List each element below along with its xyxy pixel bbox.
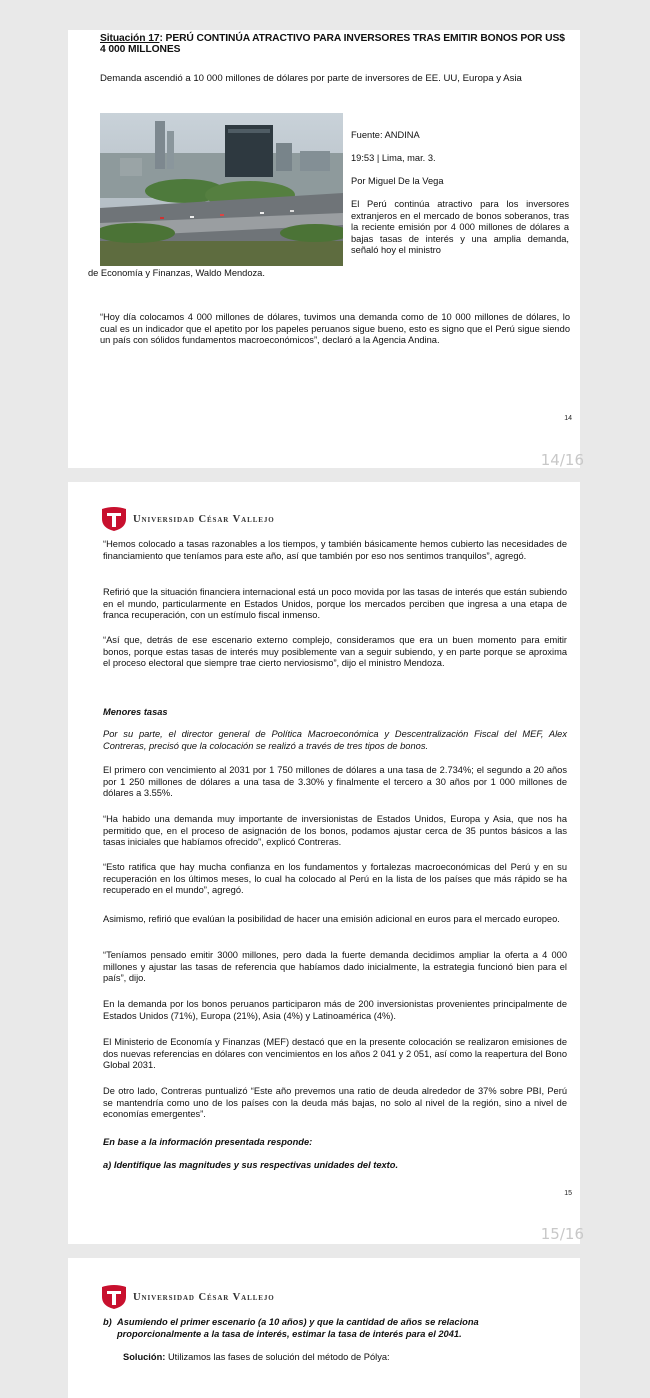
page-number: 14: [564, 415, 572, 422]
lead-paragraph-continuation: de Economía y Finanzas, Waldo Mendoza.: [88, 268, 265, 278]
lima-city-photo: [100, 113, 343, 266]
page-counter: 15/16: [540, 1225, 584, 1243]
paragraph-5: El primero con vencimiento al 2031 por 1 750 millones de dólares a una tasa de 2.734%; el segundo a 20 años por 1 250 millones de dólares a una tasa de 3.30% y finalmente el tercero a 30 años por 1 000 millones de dólares a 3.55%.: [103, 765, 567, 799]
paragraph-6: “Ha habido una demanda muy importante de inversionistas de Estados Unidos, Europa y Asia, que nos ha permitido que, en el proceso de asignación de los bonos, podamos ajustar cerca de 35 puntos básicos a las tasas iniciales que habíamos ofrecido”, explicó Contreras.: [103, 814, 567, 848]
university-logo: [101, 1284, 275, 1310]
question-b-letter: b): [103, 1317, 112, 1327]
quote-paragraph: “Hoy día colocamos 4 000 millones de dólares, tuvimos una demanda como de 10 000 millones de dólares, lo cual es un indicador que el apetito por los papeles peruanos sigue bueno, esto es signo que el Perú sigue siendo un país con sólidos fundamentos macroeconómicos”, declaró a la Agencia Andina.: [100, 312, 570, 346]
question-a-letter: a): [103, 1160, 112, 1170]
paragraph-10: En la demanda por los bonos peruanos participaron más de 200 inversionistas provenientes principalmente de Estados Unidos (71%), Europa (21%), Asia (4%) y Latinoamérica (4%).: [103, 999, 567, 1021]
byline: Por Miguel De la Vega: [351, 176, 444, 186]
solution-text: Utilizamos las fases de solución del método de Pólya:: [167, 1352, 390, 1362]
document-page-14: [68, 30, 584, 469]
document-page-16: [68, 1258, 580, 1398]
university-name: Universidad César Vallejo: [133, 513, 275, 525]
situation-headline: : PERÚ CONTINÚA ATRACTIVO PARA INVERSORES TRAS EMITIR BONOS POR US$ 4 000 MILLONES: [100, 33, 565, 55]
paragraph-1: “Hemos colocado a tasas razonables a los tiempos, y también básicamente hemos cubierto las necesidades de financiamiento que teníamos para este año, así que también por eso nos sentimos tranquilos”, agregó.: [103, 539, 567, 561]
university-name: Universidad César Vallejo: [133, 1291, 275, 1303]
situation-title: [100, 33, 570, 55]
page-number: 15: [564, 1190, 572, 1197]
paragraph-9: “Teníamos pensado emitir 3000 millones, pero dada la fuerte demanda decidimos ampliar la oferta a 4 000 millones y ajustar las tasas de referencia que habíamos dado inicialmente, la estrategia funcionó bien para el país”, dijo.: [103, 950, 567, 984]
question-a-text: Identifique las magnitudes y sus respectivas unidades del texto.: [113, 1160, 399, 1170]
city-skyline-image: [100, 113, 343, 266]
university-logo: [101, 506, 275, 532]
solution-label: Solución:: [123, 1352, 166, 1362]
instruction-line: En base a la información presentada responde:: [103, 1137, 313, 1147]
paragraph-3: “Así que, detrás de ese escenario externo complejo, consideramos que era un buen momento para emitir bonos, porque estas tasas de interés muy posiblemente van a seguir subiendo, y en parte porque se aproxima el proceso electoral que siempre trae cierto nerviosismo”, dijo el ministro Mendoza.: [103, 635, 567, 669]
page-counter: 14/16: [540, 451, 584, 469]
question-a: [103, 1160, 567, 1172]
paragraph-7: “Esto ratifica que hay mucha confianza en los fundamentos y fortalezas macroeconómicas del Perú y en su recuperación en los últimos meses, lo cual ha colocado al Perú en la lista de los países que más rápido se ha recuperado en el mundo”, agregó.: [103, 862, 567, 896]
question-b: [103, 1317, 553, 1340]
ucv-shield-icon: [101, 1284, 127, 1310]
article-subtitle: Demanda ascendió a 10 000 millones de dólares por parte de inversores de EE. UU, Europa y Asia: [100, 73, 522, 84]
section-heading: Menores tasas: [103, 707, 168, 717]
paragraph-11: El Ministerio de Economía y Finanzas (MEF) destacó que en la presente colocación se realizaron emisiones de dos nuevas referencias en dólares con vencimientos en los años 2 041 y 2 051, así como la reapertura del Bono Global 2031.: [103, 1037, 567, 1071]
source-line: Fuente: ANDINA: [351, 130, 420, 140]
paragraph-12: De otro lado, Contreras puntualizó “Este año prevemos una ratio de deuda alrededor de 37% sobre PBI, Perú se mantendría como uno de los países con la deuda más bajas, no solo al nivel de la región, sino a nivel de economías emergentes”.: [103, 1086, 567, 1120]
lead-paragraph: El Perú continúa atractivo para los inversores extranjeros en el mercado de bonos soberanos, tras la reciente emisión por 4 000 millones de dólares a bajas tasas de interés y una amplia demanda, señaló hoy el ministro: [351, 199, 569, 256]
document-page-15: [68, 482, 584, 1244]
solution-line: [123, 1352, 563, 1364]
paragraph-8: Asimismo, refirió que evalúan la posibilidad de hacer una emisión adicional en euros para el mercado europeo.: [103, 914, 560, 924]
situation-label: Situación 17: [100, 33, 160, 44]
paragraph-2: Refirió que la situación financiera internacional está un poco movida por las tasas de interés que están subiendo en el mundo, particularmente en Estados Unidos, porque los mercados perciben que ingresa a una etapa de franca recuperación, con un estímulo fiscal inmenso.: [103, 587, 567, 621]
question-b-text: Asumiendo el primer escenario (a 10 años) y que la cantidad de años se relaciona proporcionalmente a la tasa de interés, estimar la tasa de interés para el 2041.: [117, 1317, 479, 1339]
ucv-shield-icon: [101, 506, 127, 532]
paragraph-4: Por su parte, el director general de Política Macroeconómica y Descentralización Fiscal del MEF, Alex Contreras, precisó que la colocación se realizó a través de tres tipos de bonos.: [103, 729, 567, 751]
dateline: 19:53 | Lima, mar. 3.: [351, 153, 436, 163]
